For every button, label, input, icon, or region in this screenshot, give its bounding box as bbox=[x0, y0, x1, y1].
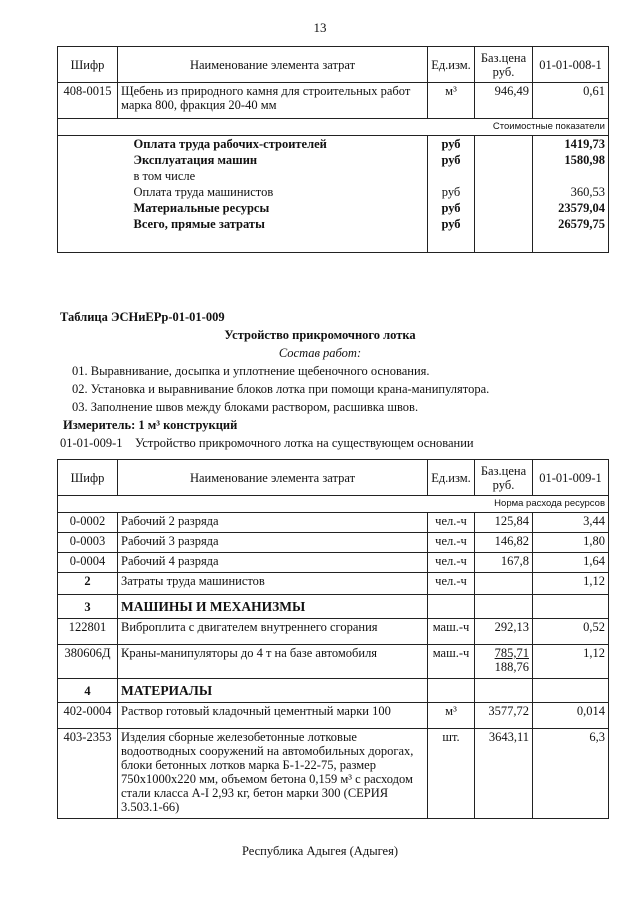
table-row bbox=[58, 573, 609, 595]
table-row bbox=[58, 184, 609, 200]
row-unit: м³ bbox=[428, 83, 475, 119]
cost-table-008 bbox=[57, 46, 609, 253]
row-name: Щебень из природного камня для строительных работ марка 800, фракция 20-40 мм bbox=[118, 83, 428, 119]
table-row bbox=[58, 595, 609, 619]
row-code: 402-0004 bbox=[58, 703, 118, 729]
cost-unit: руб bbox=[428, 184, 475, 200]
composition-title: Состав работ: bbox=[278, 346, 362, 360]
row-value: 0,52 bbox=[533, 619, 609, 645]
page-footer: Республика Адыгея (Адыгея) bbox=[241, 844, 399, 858]
table-row bbox=[58, 136, 609, 153]
cost-unit bbox=[428, 168, 475, 184]
cost-name: Всего, прямые затраты bbox=[118, 216, 428, 252]
row-unit: маш.-ч bbox=[428, 619, 475, 645]
table-row bbox=[58, 619, 609, 645]
row-unit: шт. bbox=[428, 729, 475, 819]
cost-value: 26579,75 bbox=[533, 216, 609, 252]
cost-value bbox=[533, 168, 609, 184]
row-price bbox=[475, 573, 533, 595]
row-price: 146,82 bbox=[475, 533, 533, 553]
work-item: 03. Заполнение швов между блоками раствором, расшивка швов. bbox=[72, 400, 419, 414]
row-unit: чел.-ч bbox=[428, 553, 475, 573]
header-code: Шифр bbox=[58, 460, 118, 496]
header-price: Баз.цена руб. bbox=[475, 47, 533, 83]
row-price: 167,8 bbox=[475, 553, 533, 573]
row-price: 3577,72 bbox=[475, 703, 533, 729]
page-number: 13 bbox=[313, 20, 327, 35]
table-subheader: Стоимостные показатели bbox=[58, 119, 609, 136]
header-price: Баз.цена руб. bbox=[475, 460, 533, 496]
table-row bbox=[58, 533, 609, 553]
row-name: Затраты труда машинистов bbox=[118, 573, 428, 595]
table-subheader: Норма расхода ресурсов bbox=[58, 496, 609, 513]
row-value: 1,12 bbox=[533, 573, 609, 595]
row-unit: м³ bbox=[428, 703, 475, 729]
row-price: 125,84 bbox=[475, 513, 533, 533]
row-unit: чел.-ч bbox=[428, 513, 475, 533]
row-name: МАТЕРИАЛЫ bbox=[118, 679, 428, 703]
row-code: 0-0003 bbox=[58, 533, 118, 553]
row-value: 1,12 bbox=[533, 645, 609, 679]
work-item: 02. Установка и выравнивание блоков лотка при помощи крана-манипулятора. bbox=[72, 382, 490, 396]
cost-unit: руб bbox=[428, 200, 475, 216]
row-price: 785,71 bbox=[494, 646, 529, 660]
header-name: Наименование элемента затрат bbox=[118, 47, 428, 83]
row-name: Виброплита с двигателем внутреннего сгорания bbox=[118, 619, 428, 645]
row-code: 0-0004 bbox=[58, 553, 118, 573]
table-row bbox=[58, 200, 609, 216]
row-value: 1,80 bbox=[533, 533, 609, 553]
cost-value: 360,53 bbox=[533, 184, 609, 200]
cost-unit: руб bbox=[428, 136, 475, 153]
row-unit: чел.-ч bbox=[428, 573, 475, 595]
table-title: Таблица ЭСНиЕРр-01-01-009 bbox=[60, 310, 225, 324]
cost-name: Эксплуатация машин bbox=[118, 152, 428, 168]
row-code: 2 bbox=[58, 573, 118, 595]
row-value: 6,3 bbox=[533, 729, 609, 819]
header-unit: Ед.изм. bbox=[428, 460, 475, 496]
cost-name: Оплата труда рабочих-строителей bbox=[118, 136, 428, 153]
row-price-alt: 188,76 bbox=[494, 660, 529, 674]
cost-value: 1580,98 bbox=[533, 152, 609, 168]
row-code: 3 bbox=[58, 595, 118, 619]
header-norm: 01-01-009-1 bbox=[533, 460, 609, 496]
cost-unit: руб bbox=[428, 216, 475, 252]
table-row bbox=[58, 703, 609, 729]
header-code: Шифр bbox=[58, 47, 118, 83]
resource-table-009 bbox=[57, 459, 609, 819]
work-title: Устройство прикромочного лотка bbox=[224, 328, 416, 342]
row-price: 292,13 bbox=[475, 619, 533, 645]
row-name: Рабочий 2 разряда bbox=[118, 513, 428, 533]
row-name: Краны-манипуляторы до 4 т на базе автомобиля bbox=[118, 645, 428, 679]
cost-value: 1419,73 bbox=[533, 136, 609, 153]
row-name: Раствор готовый кладочный цементный марки 100 bbox=[118, 703, 428, 729]
cost-unit: руб bbox=[428, 152, 475, 168]
row-code: 403-2353 bbox=[58, 729, 118, 819]
header-unit: Ед.изм. bbox=[428, 47, 475, 83]
row-code: 408-0015 bbox=[58, 83, 118, 119]
table-row bbox=[58, 553, 609, 573]
norm-line: 01-01-009-1 Устройство прикромочного лотка на существующем основании bbox=[60, 436, 474, 450]
table-row bbox=[58, 152, 609, 168]
row-name: Изделия сборные железобетонные лотковые водоотводных сооружений на автомобильных дорогах, блоки бетонных лотков марка Б-1-22-75, размер 750х1000х220 мм, объемом бетона 0,159 м³ с расходом стали класса А-I 2,93 кг, бетон марки 300 (СЕРИЯ 3.503.1-66) bbox=[118, 729, 428, 819]
table-row bbox=[58, 216, 609, 252]
table-row bbox=[58, 83, 609, 119]
row-code: 4 bbox=[58, 679, 118, 703]
header-norm: 01-01-008-1 bbox=[533, 47, 609, 83]
row-value: 0,014 bbox=[533, 703, 609, 729]
row-unit: чел.-ч bbox=[428, 533, 475, 553]
table-row bbox=[58, 679, 609, 703]
row-code: 380606Д bbox=[58, 645, 118, 679]
work-item: 01. Выравнивание, досыпка и уплотнение щебеночного основания. bbox=[72, 364, 430, 378]
row-value: 1,64 bbox=[533, 553, 609, 573]
row-name: МАШИНЫ И МЕХАНИЗМЫ bbox=[118, 595, 428, 619]
row-code: 122801 bbox=[58, 619, 118, 645]
cost-value: 23579,04 bbox=[533, 200, 609, 216]
table-row bbox=[58, 513, 609, 533]
row-value: 0,61 bbox=[533, 83, 609, 119]
table-row bbox=[58, 645, 609, 679]
row-price: 3643,11 bbox=[475, 729, 533, 819]
row-value: 3,44 bbox=[533, 513, 609, 533]
table-row bbox=[58, 168, 609, 184]
cost-name: Оплата труда машинистов bbox=[118, 184, 428, 200]
cost-name: в том числе bbox=[118, 168, 428, 184]
header-name: Наименование элемента затрат bbox=[118, 460, 428, 496]
row-code: 0-0002 bbox=[58, 513, 118, 533]
cost-name: Материальные ресурсы bbox=[118, 200, 428, 216]
row-unit: маш.-ч bbox=[428, 645, 475, 679]
row-price: 946,49 bbox=[475, 83, 533, 119]
meter: Измеритель: 1 м³ конструкций bbox=[63, 418, 238, 432]
row-name: Рабочий 3 разряда bbox=[118, 533, 428, 553]
row-name: Рабочий 4 разряда bbox=[118, 553, 428, 573]
table-row bbox=[58, 729, 609, 819]
